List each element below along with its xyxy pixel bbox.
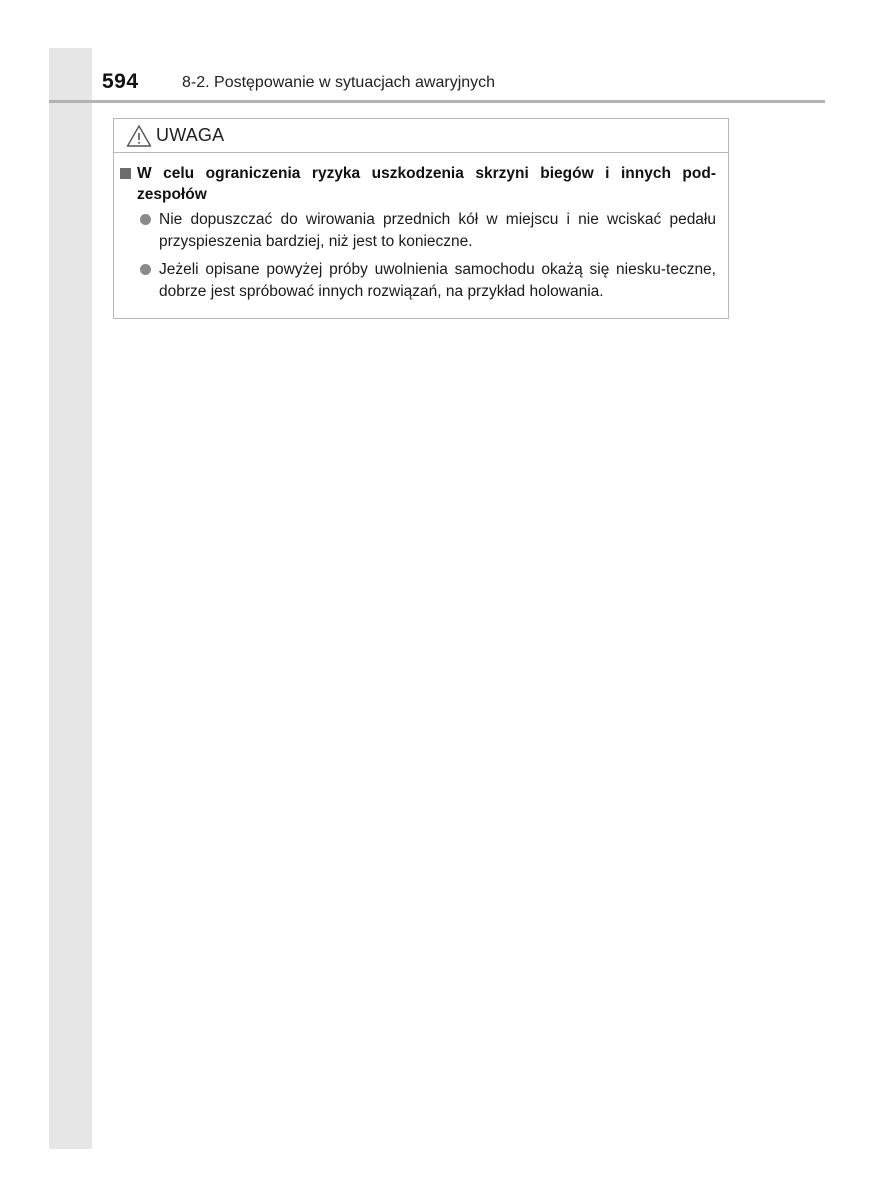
list-item [120,259,716,303]
section-title: 8-2. Postępowanie w sytuacjach awaryjnych [182,74,496,91]
warning-heading: W celu ograniczenia ryzyka uszkodzenia skrzyni biegów i innych pod-zespołów [137,165,716,203]
warning-heading-row [120,163,716,205]
warning-body [114,153,728,303]
list-item-text: Jeżeli opisane powyżej próby uwolnienia samochodu okażą się niesku-teczne, dobrze jest spróbować innych rozwiązań, na przykład holowania. [159,261,716,300]
page-side-strip [49,48,92,1149]
warning-header [114,119,728,153]
warning-box [113,118,729,319]
list-item-text: Nie dopuszczać do wirowania przednich kół w miejscu i nie wciskać pedału przyspieszenia bardziej, niż jest to konieczne. [159,211,716,250]
warning-title: UWAGA [156,125,225,145]
dot-bullet-icon [140,264,151,275]
square-bullet-icon [120,168,131,179]
header-rule [49,100,825,103]
page-number: 594 [102,70,139,93]
warning-triangle-icon [126,124,152,148]
list-item [120,209,716,253]
dot-bullet-icon [140,214,151,225]
